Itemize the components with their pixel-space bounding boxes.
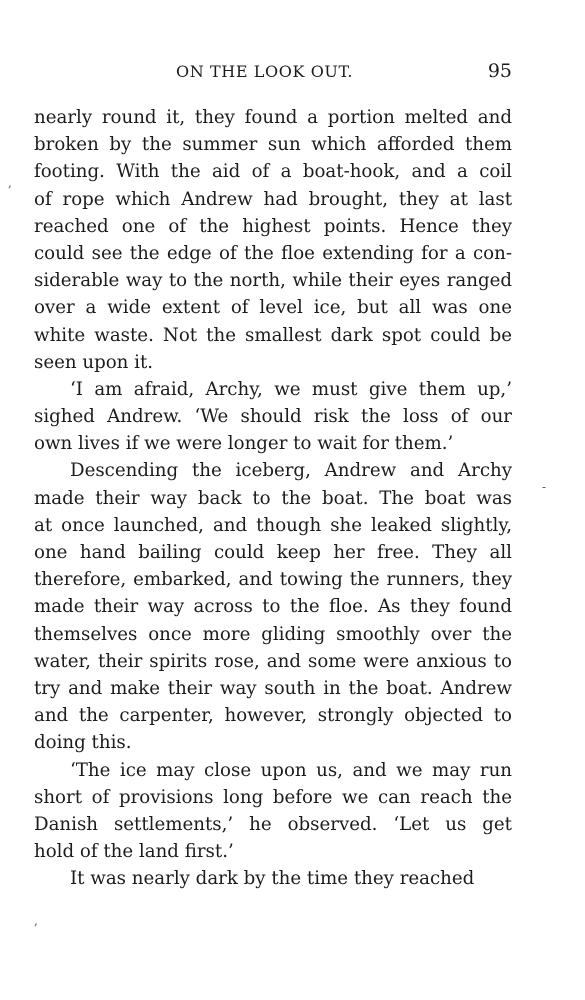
text-line: reached one of the highest points. Hence they — [34, 215, 512, 237]
text-line: It was nearly dark by the time they reached — [70, 868, 475, 890]
stray-mark: , — [8, 176, 12, 190]
paragraph — [34, 104, 512, 376]
text-line: try and make their way south in the boat. Andrew — [34, 677, 512, 699]
paragraph — [34, 757, 512, 866]
body-text — [34, 104, 512, 892]
text-line: own lives if we were longer to wait for them.’ — [34, 433, 454, 455]
text-line: nearly round it, they found a portion melted and — [34, 107, 512, 128]
text-line: and the carpenter, however, strongly objected to — [34, 705, 512, 727]
text-line: themselves once more gliding smoothly over the — [34, 623, 512, 645]
text-line: at once launched, and though she leaked slightly, — [34, 514, 512, 536]
text-line: siderable way to the north, while their eyes ranged — [34, 270, 512, 292]
text-line: made their way back to the boat. The boat was — [34, 487, 512, 509]
page-number: 95 — [487, 60, 512, 82]
text-line: Danish settlements,’ he observed. ‘Let us get — [34, 813, 512, 835]
text-line: therefore, embarked, and towing the runners, they — [34, 569, 512, 591]
text-line: hold of the land first.’ — [34, 841, 234, 863]
text-line: broken by the summer sun which afforded them — [34, 134, 512, 156]
text-line: footing. With the aid of a boat-hook, and a coil — [34, 161, 512, 183]
paragraph — [34, 457, 512, 756]
text-line: made their way across to the floe. As they found — [34, 596, 512, 618]
text-line: short of provisions long before we can reach the — [34, 786, 512, 808]
text-line: doing this. — [34, 732, 132, 754]
text-line: sighed Andrew. ‘We should risk the loss of our — [34, 406, 512, 428]
running-head — [34, 62, 512, 92]
text-line: one hand bailing could keep her free. They all — [34, 542, 512, 563]
text-line: seen upon it. — [34, 351, 154, 373]
text-line: over a wide extent of level ice, but all was one — [34, 297, 512, 319]
text-line: white waste. Not the smallest dark spot could be — [34, 324, 512, 346]
text-line: of rope which Andrew had brought, they at last — [34, 188, 512, 210]
stray-mark: - — [542, 480, 547, 494]
paragraph — [34, 376, 512, 458]
text-line: Descending the iceberg, Andrew and Archy — [70, 460, 512, 482]
text-line: ‘The ice may close upon us, and we may run — [70, 759, 512, 781]
text-line: ‘I am afraid, Archy, we must give them up,’ — [70, 378, 512, 400]
stray-mark: , — [34, 914, 38, 928]
text-line: water, their spirits rose, and some were anxious to — [34, 650, 512, 672]
running-title: ON THE LOOK OUT. — [176, 62, 354, 81]
text-line: could see the edge of the floe extending for a con- — [34, 242, 512, 264]
paragraph — [34, 865, 512, 892]
